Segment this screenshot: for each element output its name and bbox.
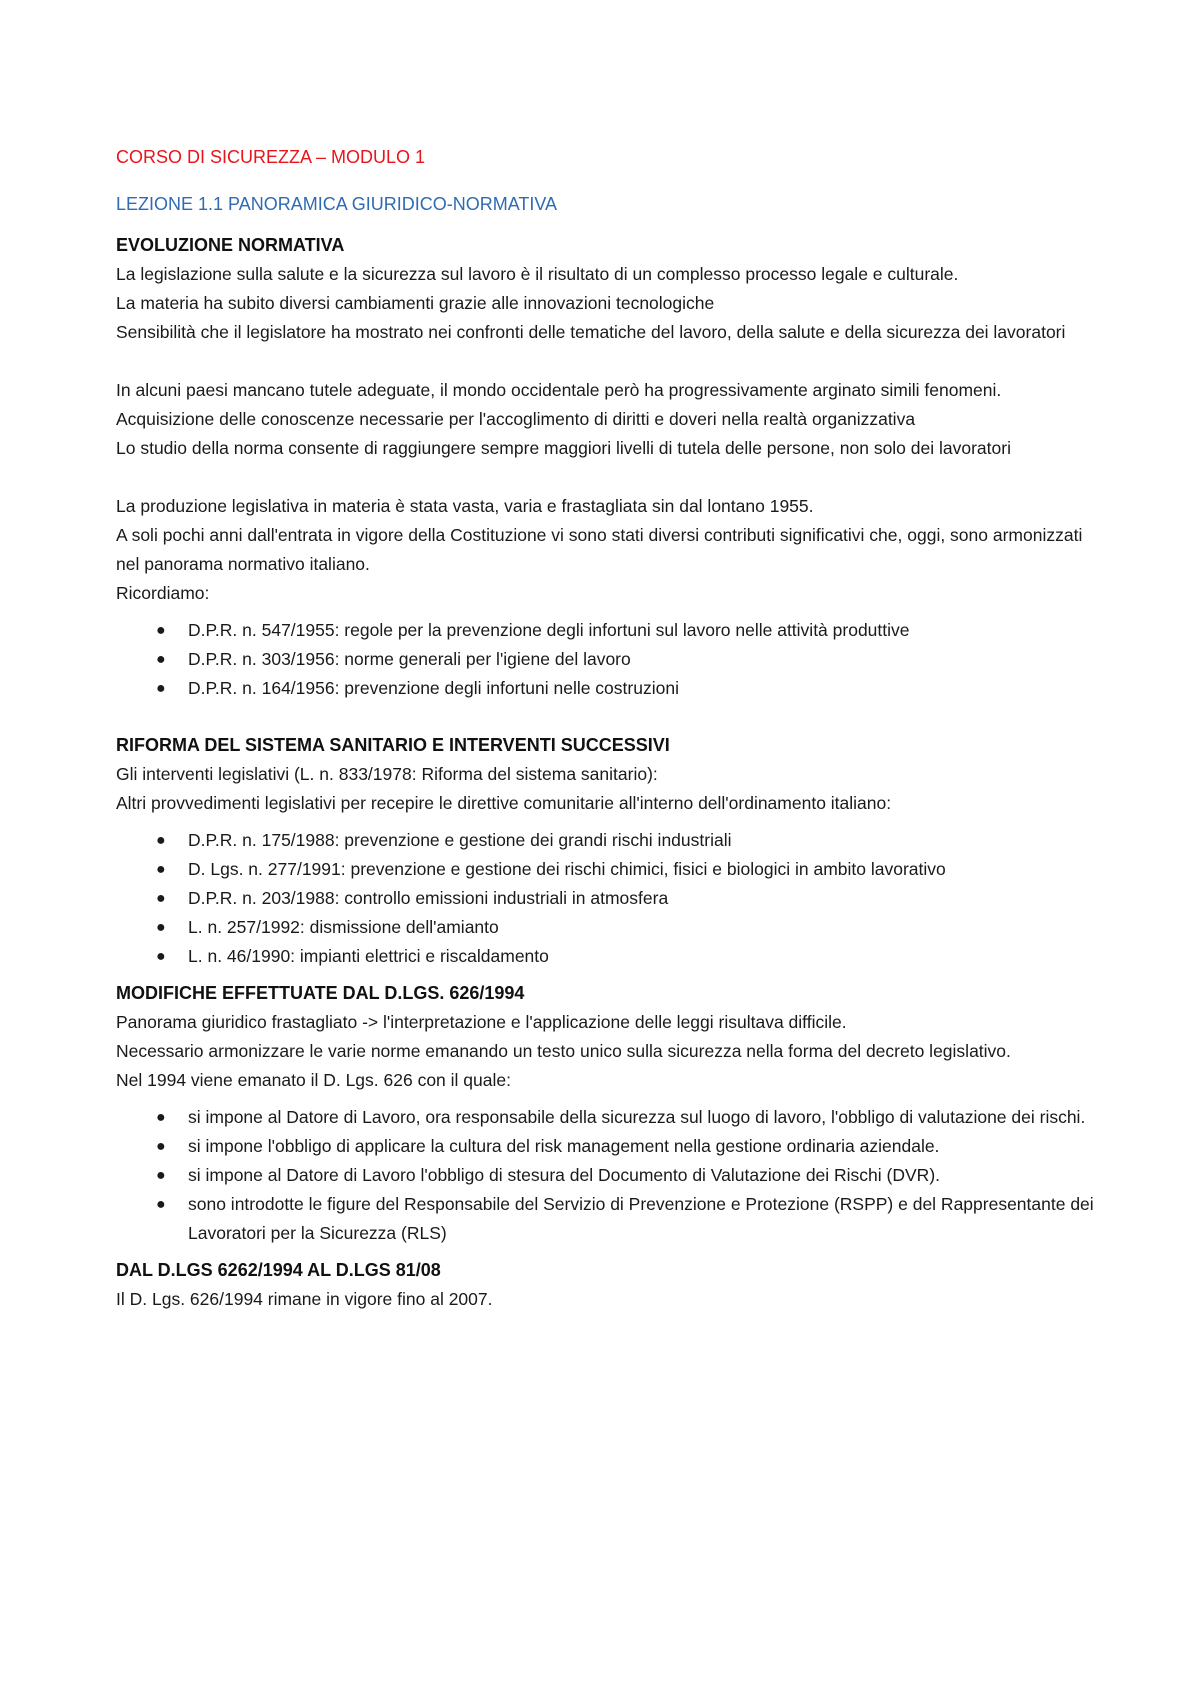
bullet-icon: ● <box>156 1167 166 1184</box>
lesson-title: LEZIONE 1.1 PANORAMICA GIURIDICO-NORMATIVA <box>116 194 558 214</box>
list-item <box>116 913 1110 942</box>
bullet-icon: ● <box>156 890 166 907</box>
list-item <box>116 1132 1110 1161</box>
list-item-text: D.P.R. n. 203/1988: controllo emissioni industriali in atmosfera <box>188 888 669 908</box>
list-item <box>116 1103 1110 1132</box>
bullet-icon: ● <box>156 1196 166 1213</box>
list-item-text: si impone al Datore di Lavoro, ora responsabile della sicurezza sul luogo di lavoro, l'obbligo di valutazione dei rischi. <box>188 1107 1086 1127</box>
bullet-list <box>116 616 1110 703</box>
list-item <box>116 826 1110 855</box>
bullet-icon: ● <box>156 948 166 965</box>
bullet-icon: ● <box>156 832 166 849</box>
list-item-text: D. Lgs. n. 277/1991: prevenzione e gestione dei rischi chimici, fisici e biologici in ambito lavorativo <box>188 859 946 879</box>
paragraph: Lo studio della norma consente di raggiungere sempre maggiori livelli di tutela delle persone, non solo dei lavoratori <box>116 438 1011 458</box>
paragraph: Panorama giuridico frastagliato -> l'interpretazione e l'applicazione delle leggi risultava difficile. <box>116 1012 847 1032</box>
paragraph: La materia ha subito diversi cambiamenti grazie alle innovazioni tecnologiche <box>116 293 715 313</box>
section-heading: DAL D.LGS 6262/1994 AL D.LGS 81/08 <box>116 1260 441 1280</box>
section-dal-dlgs-626-al-81 <box>116 1256 1110 1314</box>
paragraph: A soli pochi anni dall'entrata in vigore della Costituzione vi sono stati diversi contributi significativi che, oggi, sono armonizzati nel panorama normativo italiano. <box>116 525 1083 574</box>
list-item-text: L. n. 257/1992: dismissione dell'amianto <box>188 917 499 937</box>
list-item-text: D.P.R. n. 547/1955: regole per la prevenzione degli infortuni sul lavoro nelle attività produttive <box>188 620 910 640</box>
list-item-text: sono introdotte le figure del Responsabile del Servizio di Prevenzione e Protezione (RSPP) e del Rappresentante dei Lavoratori per la Sicurezza (RLS) <box>188 1194 1094 1243</box>
list-item-text: D.P.R. n. 175/1988: prevenzione e gestione dei grandi rischi industriali <box>188 830 732 850</box>
paragraph: Gli interventi legislativi (L. n. 833/1978: Riforma del sistema sanitario): <box>116 764 658 784</box>
blank-line <box>116 463 1110 492</box>
paragraph: Il D. Lgs. 626/1994 rimane in vigore fino al 2007. <box>116 1289 493 1309</box>
section-riforma-sistema-sanitario <box>116 731 1110 971</box>
list-item-text: si impone l'obbligo di applicare la cultura del risk management nella gestione ordinaria aziendale. <box>188 1136 940 1156</box>
list-item-text: D.P.R. n. 164/1956: prevenzione degli infortuni nelle costruzioni <box>188 678 679 698</box>
document-title: CORSO DI SICUREZZA – MODULO 1 <box>116 147 426 167</box>
paragraph: Sensibilità che il legislatore ha mostrato nei confronti delle tematiche del lavoro, della salute e della sicurezza dei lavoratori <box>116 322 1066 342</box>
list-item <box>116 616 1110 645</box>
list-item <box>116 884 1110 913</box>
paragraph: In alcuni paesi mancano tutele adeguate, il mondo occidentale però ha progressivamente arginato simili fenomeni. <box>116 380 1002 400</box>
list-item-text: D.P.R. n. 303/1956: norme generali per l'igiene del lavoro <box>188 649 631 669</box>
bullet-icon: ● <box>156 1138 166 1155</box>
list-item-text: L. n. 46/1990: impianti elettrici e riscaldamento <box>188 946 549 966</box>
bullet-list <box>116 1103 1110 1248</box>
list-item-text: si impone al Datore di Lavoro l'obbligo di stesura del Documento di Valutazione dei Rischi (DVR). <box>188 1165 941 1185</box>
paragraph: Necessario armonizzare le varie norme emanando un testo unico sulla sicurezza nella forma del decreto legislativo. <box>116 1041 1011 1061</box>
paragraph: La legislazione sulla salute e la sicurezza sul lavoro è il risultato di un complesso processo legale e culturale. <box>116 264 959 284</box>
blank-line <box>116 347 1110 376</box>
list-item <box>116 855 1110 884</box>
paragraph: Ricordiamo: <box>116 583 210 603</box>
bullet-icon: ● <box>156 919 166 936</box>
bullet-icon: ● <box>156 861 166 878</box>
paragraph: Nel 1994 viene emanato il D. Lgs. 626 con il quale: <box>116 1070 511 1090</box>
bullet-list <box>116 826 1110 971</box>
section-heading: MODIFICHE EFFETTUATE DAL D.LGS. 626/1994 <box>116 983 525 1003</box>
paragraph: Acquisizione delle conoscenze necessarie per l'accoglimento di diritti e doveri nella realtà organizzativa <box>116 409 916 429</box>
section-modifiche-dlgs-626 <box>116 979 1110 1248</box>
list-item <box>116 1190 1110 1248</box>
section-heading: EVOLUZIONE NORMATIVA <box>116 235 345 255</box>
bullet-icon: ● <box>156 622 166 639</box>
paragraph: La produzione legislativa in materia è stata vasta, varia e frastagliata sin dal lontano 1955. <box>116 496 814 516</box>
bullet-icon: ● <box>156 651 166 668</box>
section-evoluzione-normativa <box>116 231 1110 703</box>
paragraph: Altri provvedimenti legislativi per recepire le direttive comunitarie all'interno dell'ordinamento italiano: <box>116 793 892 813</box>
bullet-icon: ● <box>156 680 166 697</box>
section-heading: RIFORMA DEL SISTEMA SANITARIO E INTERVENTI SUCCESSIVI <box>116 735 670 755</box>
list-item <box>116 645 1110 674</box>
list-item <box>116 1161 1110 1190</box>
bullet-icon: ● <box>156 1109 166 1126</box>
list-item <box>116 942 1110 971</box>
list-item <box>116 674 1110 703</box>
